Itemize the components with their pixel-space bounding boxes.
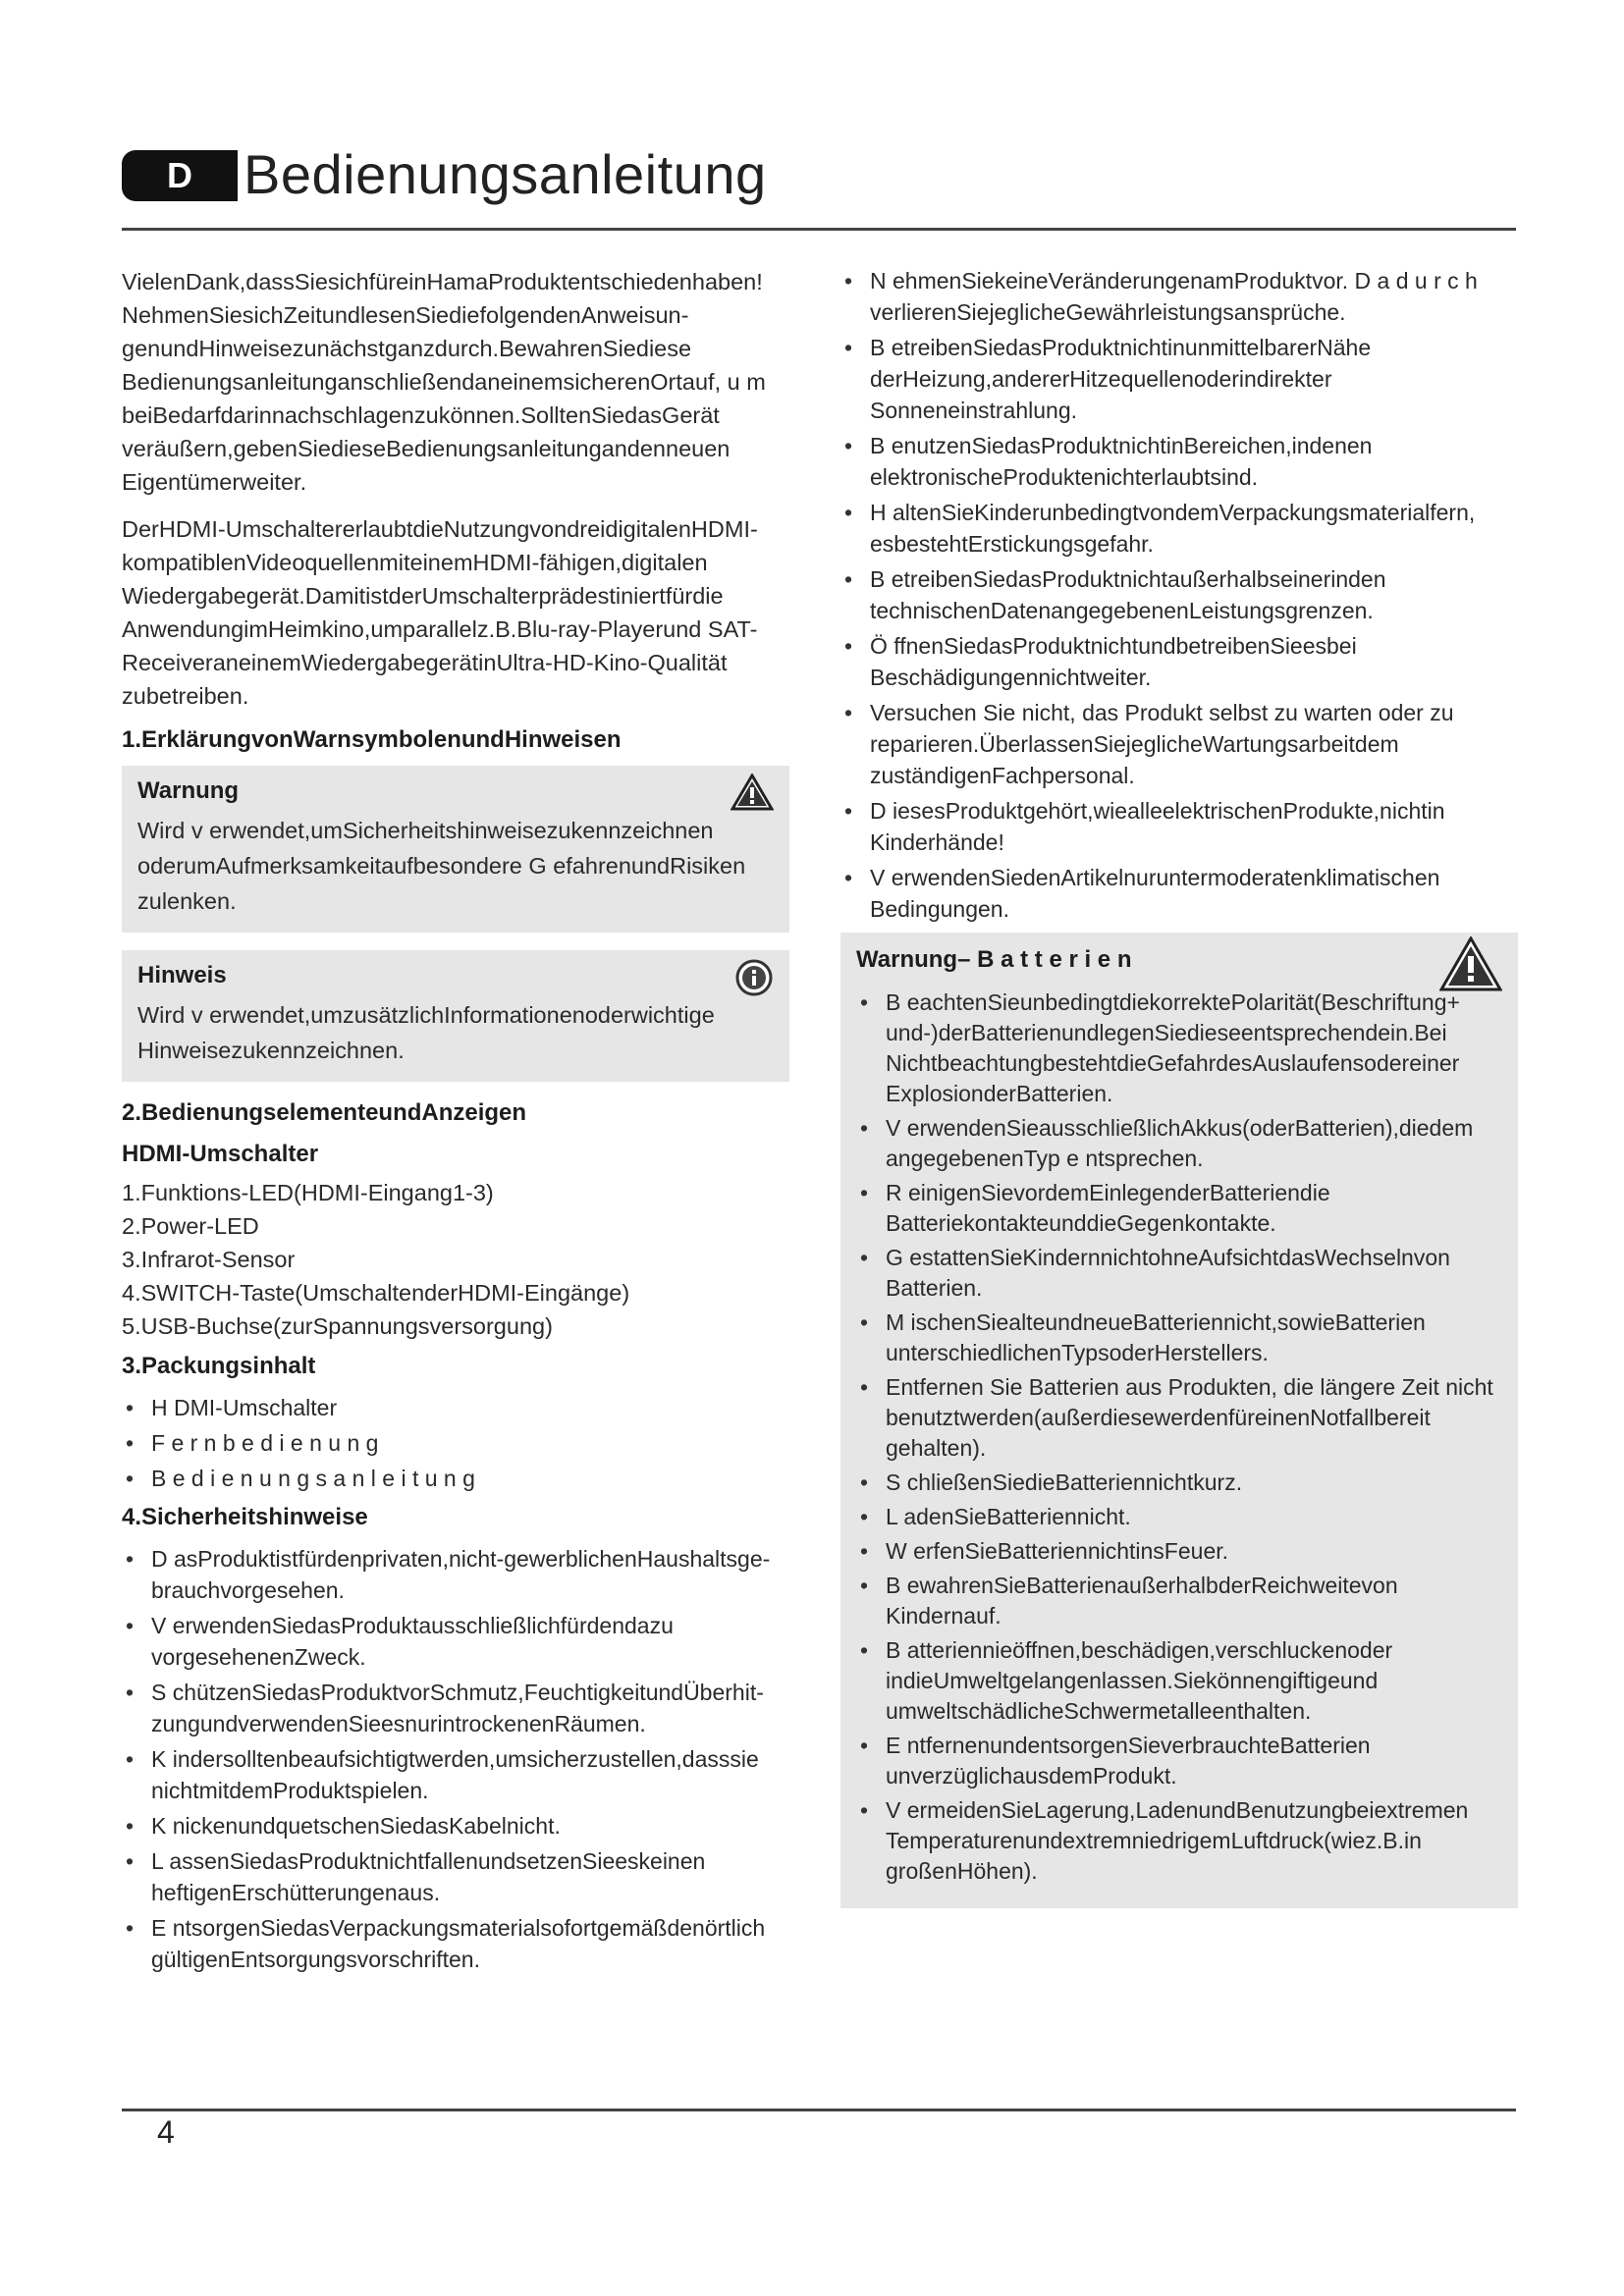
section-2-heading: 2.BedienungselementeundAnzeigen	[122, 1099, 527, 1126]
list-item: • K indersolltenbeaufsichtigtwerden,umsicherzustellen,dasssie nichtmitdemProduktspielen.	[122, 1743, 789, 1806]
list-item: 1.Funktions-LED(HDMI-Eingang1-3)	[122, 1180, 494, 1205]
safety-list-left	[122, 1543, 789, 1975]
page-header	[122, 137, 1516, 232]
list-item: • K nickenundquetschenSiedasKabelnicht.	[122, 1810, 789, 1842]
warning-title: Warnung	[137, 777, 240, 804]
section-1-heading: 1.ErklärungvonWarnsymbolenundHinweisen	[122, 726, 622, 753]
note-title: Hinweis	[137, 962, 227, 988]
battery-list	[856, 988, 1500, 1887]
list-item: • V erwendenSieausschließlichAkkus(oderBatterien),diedem angegebenenTyp e ntsprechen.	[856, 1113, 1500, 1174]
list-item: • V erwendenSiedasProduktausschließlichfürdendazu vorgesehenenZweck.	[122, 1610, 789, 1673]
section-4-heading: 4.Sicherheitshinweise	[122, 1504, 368, 1530]
list-item: • F e r n b e d i e n u n g	[122, 1427, 789, 1459]
list-item: • E ntsorgenSiedasVerpackungsmaterialsofortgemäßdenörtlich gültigenEntsorgungsvorschriften.	[122, 1912, 789, 1975]
list-item: • B etreibenSiedasProduktnichtinunmittelbarerNähe derHeizung,andererHitzequellenoderindirekter Sonneneinstrahlung.	[840, 332, 1518, 426]
list-item: • B eachtenSieunbedingtdiekorrektePolarität(Beschriftung+ und-)derBatterienundlegenSiedieseentsprechendein.Bei NichtbeachtungbestehtdieGefahrdesAuslaufensodereiner ExplosionderBatterien.	[856, 988, 1500, 1109]
list-item: • S chließenSiedieBatteriennichtkurz.	[856, 1468, 1500, 1498]
list-item: 5.USB-Buchse(zurSpannungsversorgung)	[122, 1313, 553, 1339]
warning-box	[122, 766, 789, 933]
section-3-heading: 3.Packungsinhalt	[122, 1353, 316, 1379]
document-title: Bedienungsanleitung	[244, 143, 767, 205]
list-item: • H DMI-Umschalter	[122, 1392, 789, 1423]
list-item: • L assenSiedasProduktnichtfallenundsetzenSieeskeinen heftigenErschütterungenaus.	[122, 1845, 789, 1908]
warning-text: Wird v erwendet,umSicherheitshinweisezukennzeichnen oderumAufmerksamkeitaufbesondere G efahrenundRisiken zulenken.	[137, 818, 746, 914]
list-item: • E ntfernenundentsorgenSieverbrauchteBatterien unverzüglichausdemProdukt.	[856, 1731, 1500, 1791]
right-column	[840, 265, 1518, 1926]
list-item: • L adenSieBatteriennicht.	[856, 1502, 1500, 1532]
warning-triangle-icon	[731, 774, 774, 816]
list-item: • M ischenSiealteundneueBatteriennicht,sowieBatterien unterschiedlichenTypsoderHerstellers.	[856, 1308, 1500, 1368]
language-badge: D	[122, 150, 238, 201]
list-item: • N ehmenSiekeineVeränderungenamProduktvor. D a d u r c h verlierenSiejeglicheGewährleistungsansprüche.	[840, 265, 1518, 328]
list-item: • V erwendenSiedenArtikelnuruntermoderatenklimatischen Bedingungen.	[840, 862, 1518, 925]
list-item: • Ö ffnenSiedasProduktnichtundbetreibenSieesbei Beschädigungennichtweiter.	[840, 630, 1518, 693]
header-divider	[122, 228, 1516, 231]
section-2-subheading: HDMI-Umschalter	[122, 1141, 319, 1167]
info-circle-icon	[734, 958, 774, 1002]
list-item: • B ewahrenSieBatterienaußerhalbderReichweitevon Kindernauf.	[856, 1571, 1500, 1631]
list-item: • S chützenSiedasProduktvorSchmutz,FeuchtigkeitundÜberhit- zungundverwendenSieesnurintrockenenRäumen.	[122, 1677, 789, 1739]
list-item: • Versuchen Sie nicht, das Produkt selbst zu warten oder zu reparieren.ÜberlassenSiejeglicheWartungsarbeitdem zuständigenFachpersonal.	[840, 697, 1518, 791]
list-item: • D asProduktistfürdenprivaten,nicht-gewerblichenHaushaltsge- brauchvorgesehen.	[122, 1543, 789, 1606]
list-item: • W erfenSieBatteriennichtinsFeuer.	[856, 1536, 1500, 1567]
battery-warning-title: Warnung– B a t t e r i e n	[856, 946, 1132, 973]
list-item: • R einigenSievordemEinlegenderBatteriendie BatteriekontakteunddieGegenkontakte.	[856, 1178, 1500, 1239]
list-item: • Entfernen Sie Batterien aus Produkten, die längere Zeit nicht benutztwerden(außerdiesewerdenfüreinenNotfallbereit gehalten).	[856, 1372, 1500, 1464]
list-item: 3.Infrarot-Sensor	[122, 1247, 296, 1272]
list-item: 4.SWITCH-Taste(UmschaltenderHDMI-Eingänge)	[122, 1280, 630, 1306]
intro-paragraph-1: VielenDank,dassSiesichfüreinHamaProduktentschiedenhaben! NehmenSiesichZeitundlesenSiediefolgendenAnweisun- genundHinweisezunächstganzdurch.BewahrenSiediese BedienungsanleitunganschließendaneinemsicherenOrtauf, u m beiBedarfdarinnachschlagenzukönnen.SolltenSiedasGerät veräußern,gebenSiedieseBedienungsanleitungandenneuen Eigentümerweiter.	[122, 269, 766, 495]
list-item: • B atteriennieöffnen,beschädigen,verschluckenoder indieUmweltgelangenlassen.Siekönnengiftigeund umweltschädlicheSchwermetalleenthalten.	[856, 1635, 1500, 1727]
note-box	[122, 950, 789, 1082]
list-item: • D iesesProduktgehört,wiealleelektrischenProdukte,nichtin Kinderhände!	[840, 795, 1518, 858]
safety-list-right	[840, 265, 1518, 925]
list-item: • B enutzenSiedasProduktnichtinBereichen,indenen elektronischeProduktenichterlaubtsind.	[840, 430, 1518, 493]
list-item: • G estattenSieKindernnichtohneAufsichtdasWechselnvon Batterien.	[856, 1243, 1500, 1304]
left-column	[122, 265, 789, 1983]
controls-list	[122, 1176, 789, 1343]
battery-warning-box	[840, 933, 1518, 1908]
note-text: Wird v erwendet,umzusätzlichInformationenoderwichtige Hinweisezukennzeichnen.	[137, 1002, 715, 1063]
page-number: 4	[157, 2114, 175, 2150]
list-item: • B etreibenSiedasProduktnichtaußerhalbseinerinden technischenDatenangegebenenLeistungsgrenzen.	[840, 563, 1518, 626]
list-item: • H altenSieKinderunbedingtvondemVerpackungsmaterialfern, esbestehtErstickungsgefahr.	[840, 497, 1518, 560]
footer-divider	[122, 2109, 1516, 2111]
list-item: 2.Power-LED	[122, 1213, 259, 1239]
intro-paragraph-2: DerHDMI-UmschaltererlaubtdieNutzungvondreidigitalenHDMI- kompatiblenVideoquellenmiteinemHDMI-fähigen,digitalen Wiedergabegerät.DamitistderUmschalterprädestiniertfürdie AnwendungimHeimkino,umparallelz.B.Blu-ray-Playerund SAT-ReceiveraneinemWiedergabegerätinUltra-HD-Kino-Qualität zubetreiben.	[122, 516, 758, 709]
package-contents-list	[122, 1392, 789, 1494]
list-item: • V ermeidenSieLagerung,LadenundBenutzungbeiextremen TemperaturenundextremniedrigemLuftdruck(wiez.B.in großenHöhen).	[856, 1795, 1500, 1887]
list-item: • B e d i e n u n g s a n l e i t u n g	[122, 1463, 789, 1494]
